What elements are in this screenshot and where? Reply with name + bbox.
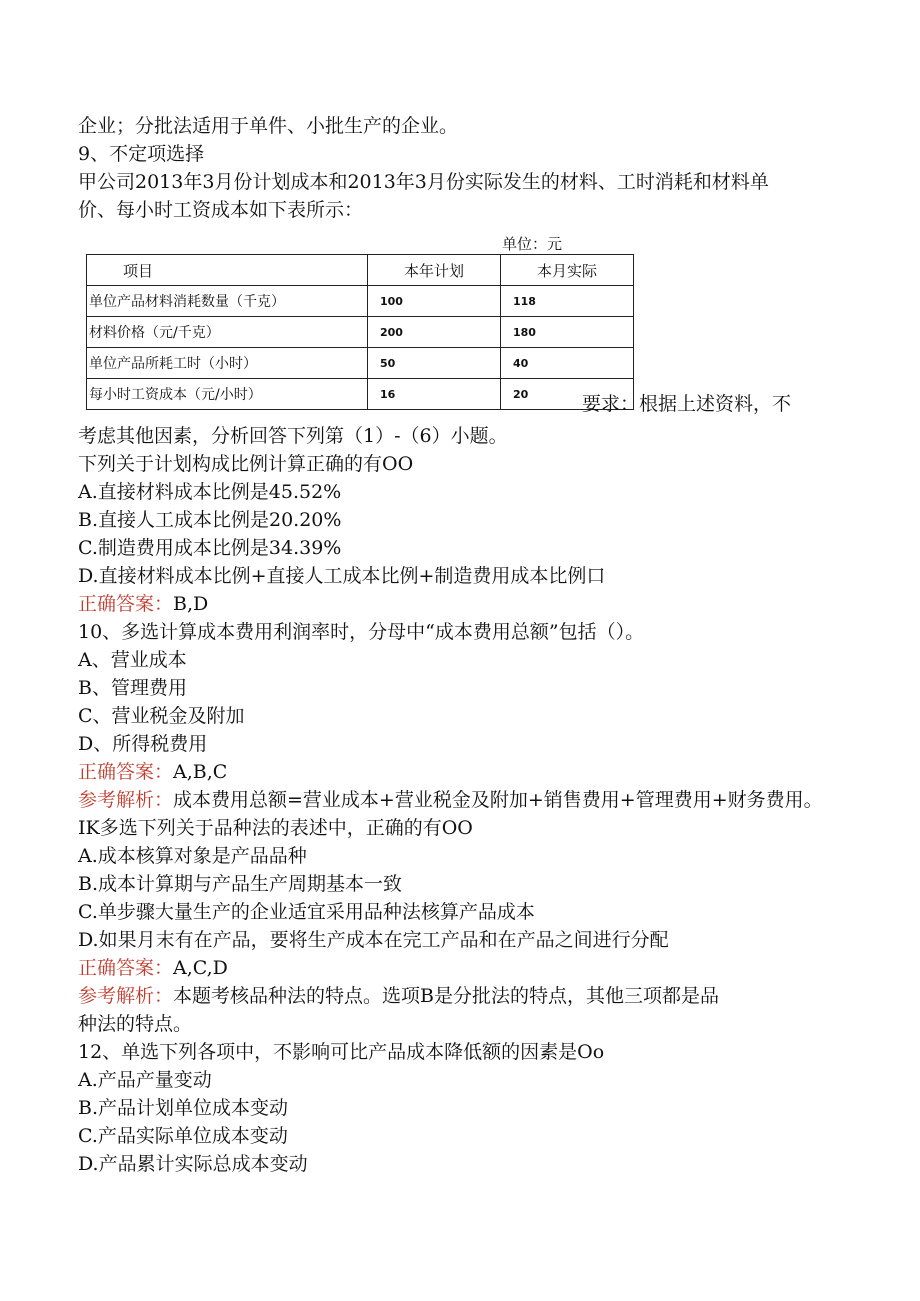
option-c: C.单步骤大量生产的企业适宜采用品种法核算产品成本 [78, 901, 535, 923]
table-cell: 每小时工资成本（元/小时） [87, 379, 368, 410]
option-c: C.产品实际单位成本变动 [78, 1125, 288, 1147]
table-cell: 50 [368, 348, 501, 379]
correct-answer [78, 758, 227, 786]
answer-value: A,C,D [173, 957, 228, 979]
table-cell: 180 [501, 317, 634, 348]
answer-label: 正确答案： [78, 593, 174, 615]
table-cell: 材料价格（元/千克） [87, 317, 368, 348]
text-line: 甲公司2013年3月份计划成本和2013年3月份实际发生的材料、工时消耗和材料单 [78, 171, 769, 193]
correct-answer [78, 954, 228, 982]
table-cell: 20 [501, 379, 634, 410]
explanation-label: 参考解析： [78, 985, 174, 1007]
explanation-label: 参考解析： [78, 789, 174, 811]
table-cell: 单位产品所耗工时（小时） [87, 348, 368, 379]
explanation-text: 成本费用总额=营业成本+营业税金及附加+销售费用+管理费用+财务费用。 [173, 789, 823, 811]
table-header-row [87, 255, 634, 286]
answer-value: A,B,C [173, 761, 228, 783]
correct-answer [78, 590, 208, 618]
explanation-text: 本题考核品种法的特点。选项B是分批法的特点，其他三项都是品 [173, 985, 719, 1007]
table-unit-label: 单位：元 [502, 235, 563, 253]
option-d: D、所得税费用 [78, 733, 208, 755]
table-row [87, 317, 634, 348]
answer-label: 正确答案： [78, 957, 174, 979]
table-row [87, 286, 634, 317]
option-c: C、营业税金及附加 [78, 705, 245, 727]
answer-label: 正确答案： [78, 761, 174, 783]
table-cell: 100 [368, 286, 501, 317]
text-line: 价、每小时工资成本如下表所示： [78, 199, 364, 221]
option-b: B、管理费用 [78, 677, 187, 699]
table-header: 本月实际 [501, 255, 634, 286]
text-line: 考虑其他因素，分析回答下列第（1）-（6）小题。 [78, 425, 508, 447]
option-c: C.制造费用成本比例是34.39% [78, 537, 342, 559]
table-cell: 200 [368, 317, 501, 348]
text-line: 要求：根据上述资料，不 [582, 393, 792, 415]
question-9-heading: 9、不定项选择 [78, 143, 205, 165]
question-11-heading: IK多选下列关于品种法的表述中，正确的有OO [78, 817, 473, 839]
table-cell: 16 [368, 379, 501, 410]
question-stem: 下列关于计划构成比例计算正确的有OO [78, 453, 414, 475]
table-header: 本年计划 [368, 255, 501, 286]
table-header: 项目 [87, 255, 368, 286]
reference-explanation [78, 786, 823, 814]
text-line: 种法的特点。 [78, 1013, 193, 1035]
option-b: B.成本计算期与产品生产周期基本一致 [78, 873, 403, 895]
table-row [87, 348, 634, 379]
option-d: D.直接材料成本比例+直接人工成本比例+制造费用成本比例口 [78, 565, 606, 587]
text-line: 企业；分批法适用于单件、小批生产的企业。 [78, 115, 459, 137]
option-b: B.直接人工成本比例是20.20% [78, 509, 342, 531]
table-cell: 118 [501, 286, 634, 317]
option-d: D.如果月末有在产品，要将生产成本在完工产品和在产品之间进行分配 [78, 929, 669, 951]
answer-value: B,D [173, 593, 209, 615]
option-b: B.产品计划单位成本变动 [78, 1097, 289, 1119]
cost-table [86, 254, 634, 410]
table-cell: 单位产品材料消耗数量（千克） [87, 286, 368, 317]
reference-explanation [78, 982, 719, 1010]
question-12-heading: 12、单选下列各项中，不影响可比产品成本降低额的因素是Oo [78, 1041, 605, 1063]
option-a: A.成本核算对象是产品品种 [78, 845, 307, 867]
question-10-heading: 10、多选计算成本费用利润率时，分母中“成本费用总额”包括（）。 [78, 621, 645, 643]
option-a: A、营业成本 [78, 649, 187, 671]
table-row [87, 379, 634, 410]
option-d: D.产品累计实际总成本变动 [78, 1153, 308, 1175]
option-a: A.直接材料成本比例是45.52% [78, 481, 342, 503]
option-a: A.产品产量变动 [78, 1069, 212, 1091]
table-cell: 40 [501, 348, 634, 379]
